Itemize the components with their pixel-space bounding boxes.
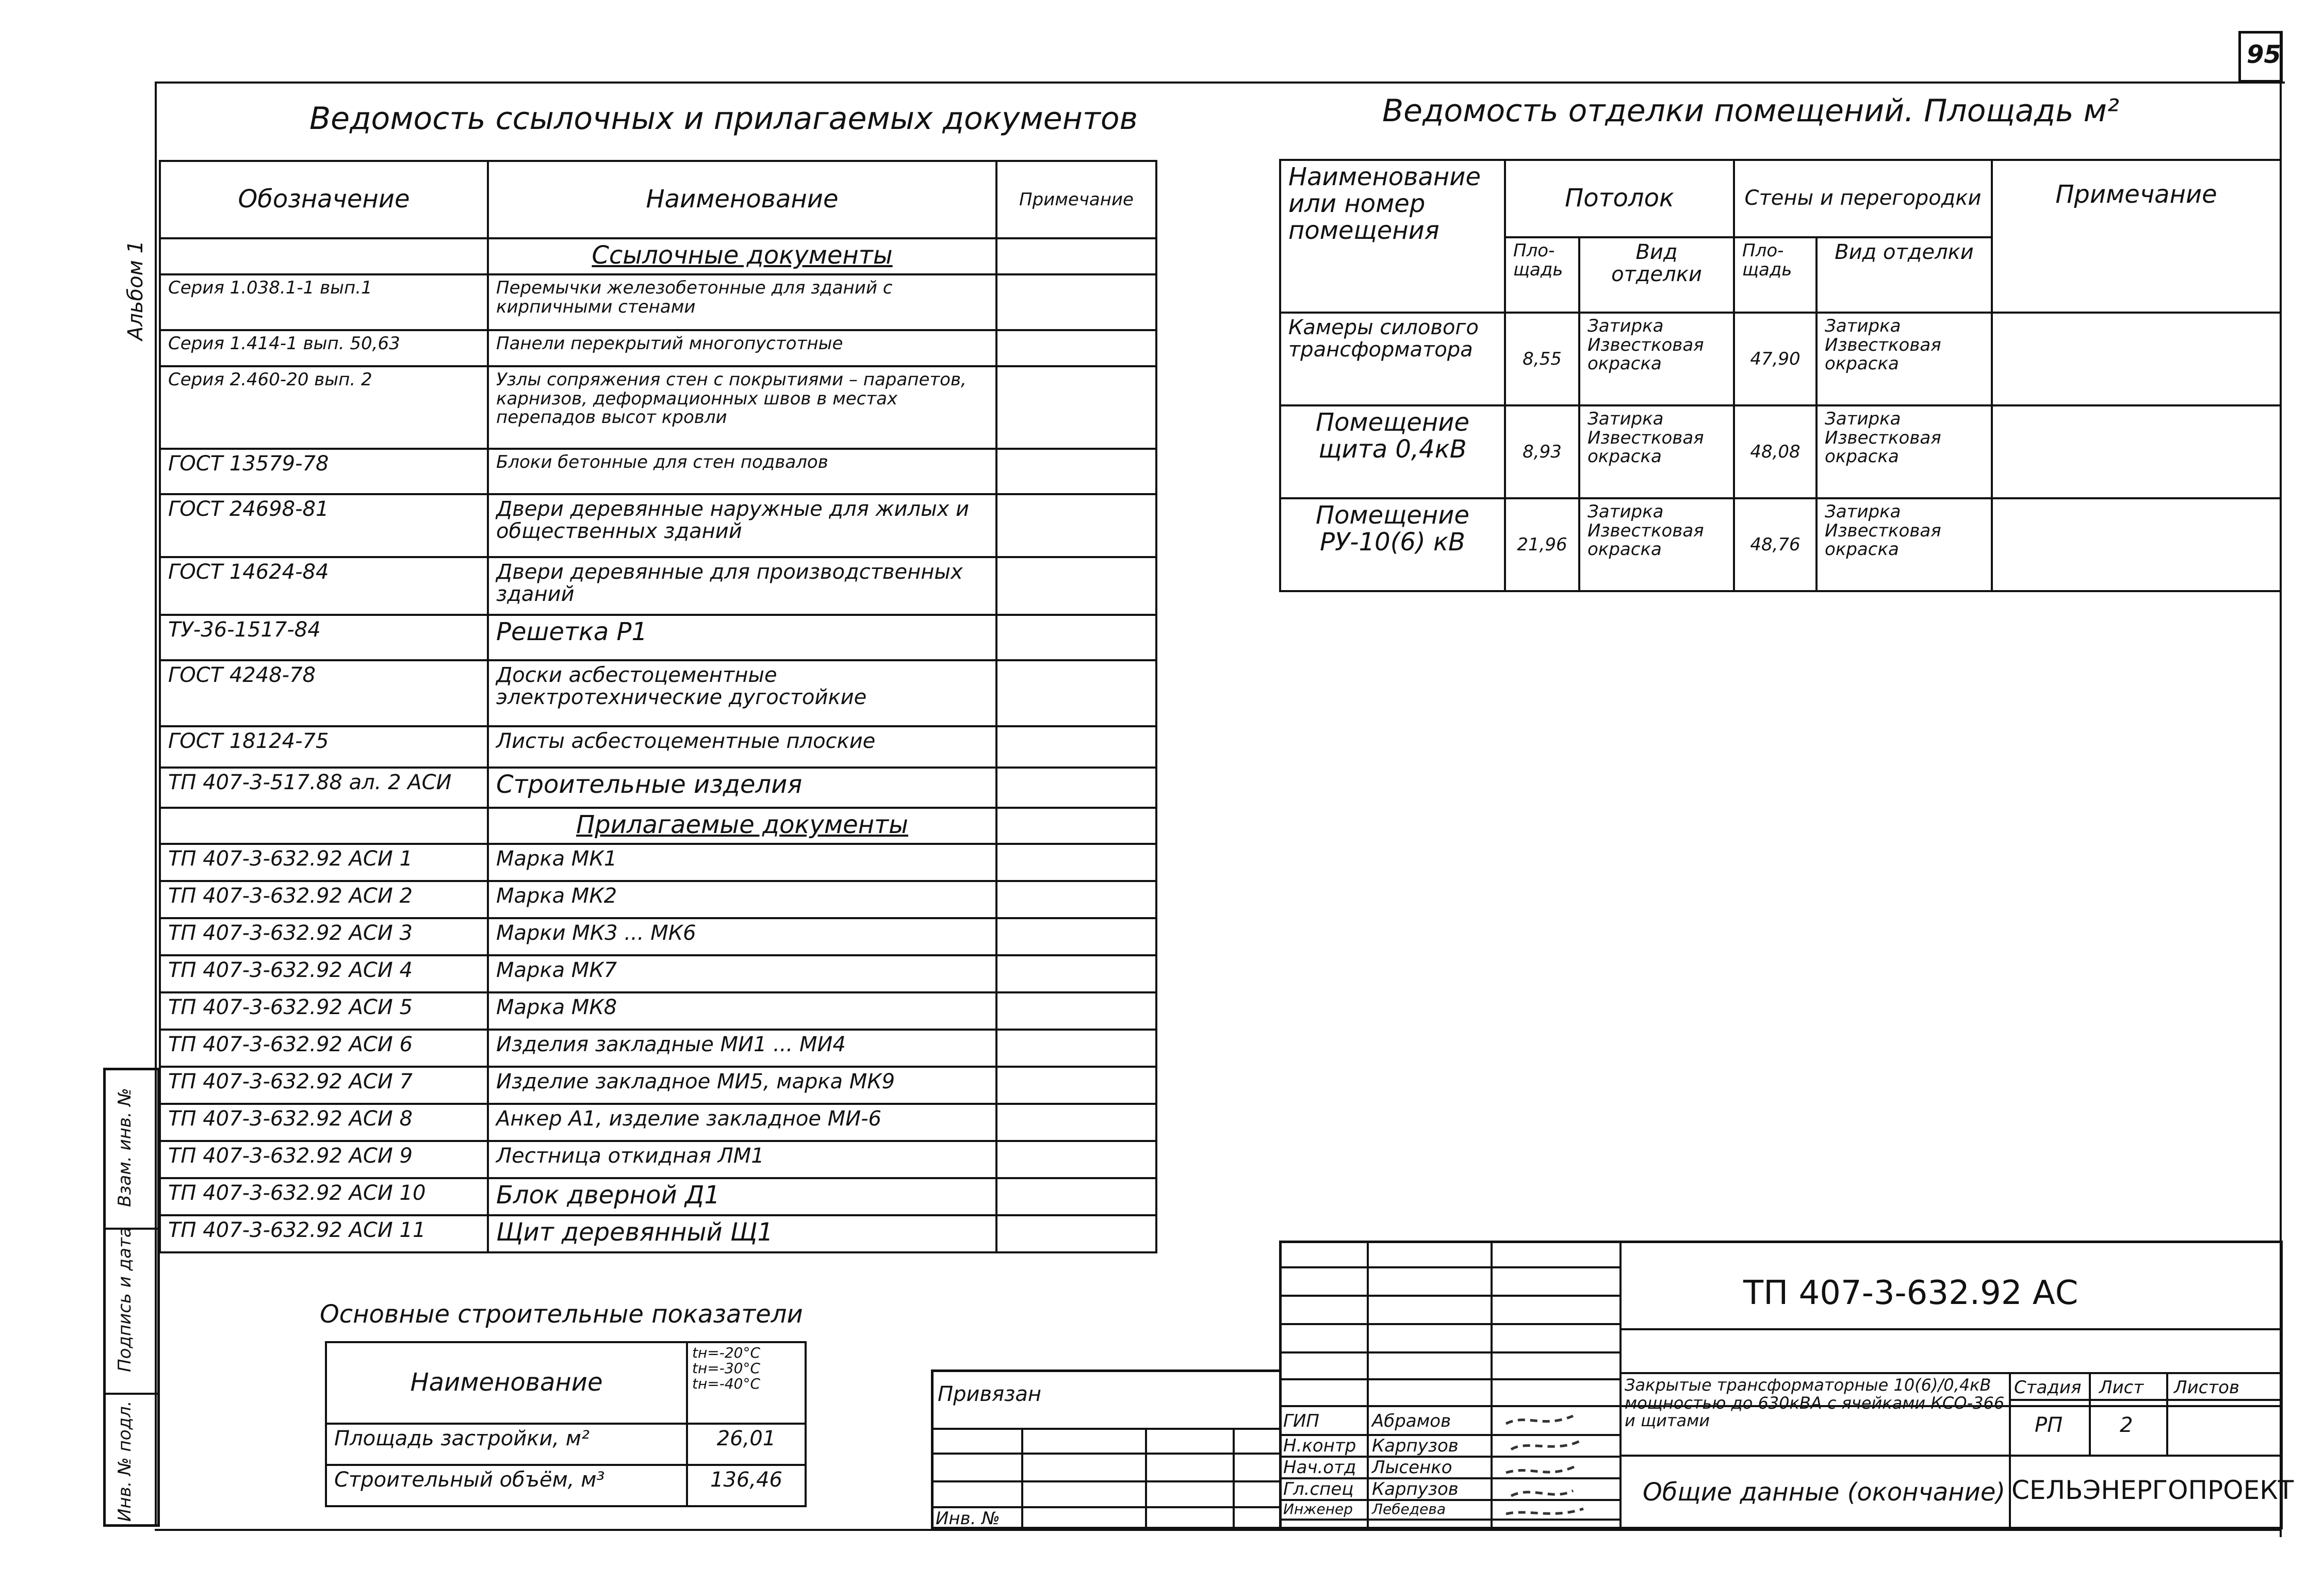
page-number: 95 xyxy=(2247,40,2281,69)
ref-docs-section-empty xyxy=(160,238,488,274)
att-row-name: Марка МК1 xyxy=(488,844,996,881)
finishing-table xyxy=(1279,159,2282,592)
ref-row-name: Строительные изделия xyxy=(488,768,996,808)
indicators-temp-1: tн=-20°С xyxy=(692,1344,761,1361)
tb-row-line xyxy=(1619,1455,2283,1457)
tb-role: Инженер xyxy=(1283,1501,1353,1518)
ref-row-note xyxy=(996,615,1156,660)
att-row-note xyxy=(996,1067,1156,1104)
tb-row-line xyxy=(1279,1323,1619,1325)
att-row-note xyxy=(996,955,1156,992)
ref-row-note xyxy=(996,494,1156,557)
finishing-note xyxy=(1992,498,2281,591)
ref-docs-section-att: Прилагаемые документы xyxy=(488,808,996,844)
finishing-ceiling-finish: Затирка Известковая окраска xyxy=(1579,498,1734,591)
finishing-header-walls: Стены и перегородки xyxy=(1734,160,1992,237)
side-stamp-replace: Взам. инв. № xyxy=(114,1088,135,1207)
album-label: Альбом 1 xyxy=(124,240,148,340)
att-row-code: ТП 407-3-632.92 АСИ 4 xyxy=(160,955,488,992)
tb-sheets-header: Листов xyxy=(2174,1377,2240,1398)
att-row-code: ТП 407-3-632.92 АСИ 5 xyxy=(160,992,488,1030)
att-row-note xyxy=(996,1104,1156,1141)
frame-top-line xyxy=(155,81,2285,84)
ref-row-note xyxy=(996,274,1156,330)
tb-role: Нач.отд xyxy=(1283,1457,1356,1478)
privyazan-col-line xyxy=(1233,1428,1235,1528)
finishing-header-name: Наименование или номер помещения xyxy=(1280,160,1505,313)
indicators-row-value: 136,46 xyxy=(687,1465,806,1506)
tb-role: Гл.спец xyxy=(1283,1479,1354,1499)
tb-row-line xyxy=(1279,1351,1619,1353)
ref-row-code: ГОСТ 18124-75 xyxy=(160,726,488,768)
finishing-note xyxy=(1992,405,2281,498)
privyazan-row-line xyxy=(931,1453,1282,1455)
ref-row-code: ГОСТ 4248-78 xyxy=(160,660,488,726)
tb-row-line xyxy=(1619,1372,2283,1374)
finishing-room: Помещение РУ-10(6) кВ xyxy=(1280,498,1505,591)
att-row-note xyxy=(996,1141,1156,1178)
att-section-note xyxy=(996,808,1156,844)
indicators-row-name: Строительный объём, м³ xyxy=(326,1465,687,1506)
att-section-empty xyxy=(160,808,488,844)
tb-sheet: 2 xyxy=(2120,1413,2133,1437)
finishing-wall-area: 48,08 xyxy=(1734,405,1816,498)
ref-row-code: ТУ-36-1517-84 xyxy=(160,615,488,660)
att-row-code: ТП 407-3-632.92 АСИ 1 xyxy=(160,844,488,881)
ref-docs-header-code: Обозначение xyxy=(160,161,488,238)
ref-row-name: Блоки бетонные для стен подвалов xyxy=(488,449,996,494)
att-row-code: ТП 407-3-632.92 АСИ 11 xyxy=(160,1215,488,1252)
privyazan-inv: Инв. № xyxy=(936,1508,1000,1529)
indicators-temps xyxy=(687,1342,806,1424)
side-stamp-divider-2 xyxy=(103,1393,160,1395)
tb-description: Закрытые трансформаторные 10(6)/0,4кВ мощностью до 630кВА с ячейками КСО-366 и щитами xyxy=(1625,1376,2005,1431)
finishing-ceiling-finish: Затирка Известковая окраска xyxy=(1579,313,1734,405)
tb-row-line xyxy=(1279,1378,1619,1380)
ref-row-name: Двери деревянные для производственных зданий xyxy=(488,557,996,615)
indicators-row-name: Площадь застройки, м² xyxy=(326,1424,687,1465)
att-row-name: Марка МК7 xyxy=(488,955,996,992)
att-row-note xyxy=(996,1178,1156,1215)
ref-row-code: ТП 407-3-517.88 ал. 2 АСИ xyxy=(160,768,488,808)
ref-docs-header-name: Наименование xyxy=(488,161,996,238)
signature-icon xyxy=(1496,1408,1599,1522)
finishing-ceiling-finish: Затирка Известковая окраска xyxy=(1579,405,1734,498)
finishing-ceiling-type-header: Вид отделки xyxy=(1579,237,1734,313)
privyazan-row-line xyxy=(931,1480,1282,1482)
att-row-code: ТП 407-3-632.92 АСИ 8 xyxy=(160,1104,488,1141)
tb-sheet-title: Общие данные (окончание) xyxy=(1643,1478,2006,1507)
att-row-note xyxy=(996,881,1156,918)
indicators-table xyxy=(325,1341,807,1507)
tb-row-line xyxy=(1279,1295,1619,1297)
finishing-ceiling-area: 8,93 xyxy=(1505,405,1579,498)
tb-stage: РП xyxy=(2035,1413,2063,1437)
privyazan-col-line xyxy=(1021,1428,1023,1528)
att-row-name: Марки МК3 ... МК6 xyxy=(488,918,996,955)
tb-row-line xyxy=(1279,1266,1619,1268)
att-row-code: ТП 407-3-632.92 АСИ 9 xyxy=(160,1141,488,1178)
tb-stage-header: Стадия xyxy=(2014,1377,2082,1398)
att-row-name: Марка МК8 xyxy=(488,992,996,1030)
privyazan-label: Привязан xyxy=(938,1382,1042,1406)
tb-col-line xyxy=(1367,1241,1369,1528)
privyazan-col-line xyxy=(1145,1428,1147,1528)
tb-col-line xyxy=(2166,1372,2168,1455)
indicators-temp-3: tн=-40°С xyxy=(692,1375,761,1393)
att-row-note xyxy=(996,1215,1156,1252)
ref-row-name: Листы асбестоцементные плоские xyxy=(488,726,996,768)
tb-name: Лысенко xyxy=(1372,1457,1452,1478)
ref-docs-table xyxy=(159,160,1157,1253)
tb-role: ГИП xyxy=(1283,1411,1319,1431)
ref-row-name: Доски асбестоцементные электротехнические дугостойкие xyxy=(488,660,996,726)
ref-row-code: ГОСТ 14624-84 xyxy=(160,557,488,615)
tb-col-line xyxy=(2009,1372,2011,1528)
side-stamp-inventory: Инв. № подл. xyxy=(114,1400,135,1522)
tb-sheet-header: Лист xyxy=(2099,1377,2144,1398)
ref-row-note xyxy=(996,330,1156,366)
finishing-ceiling-area: 21,96 xyxy=(1505,498,1579,591)
att-row-code: ТП 407-3-632.92 АСИ 3 xyxy=(160,918,488,955)
ref-row-note xyxy=(996,449,1156,494)
ref-row-note xyxy=(996,660,1156,726)
att-row-code: ТП 407-3-632.92 АСИ 6 xyxy=(160,1030,488,1067)
ref-row-name: Панели перекрытий многопустотные xyxy=(488,330,996,366)
finishing-note xyxy=(1992,313,2281,405)
indicators-temp-2: tн=-30°С xyxy=(692,1360,761,1377)
ref-row-note xyxy=(996,366,1156,449)
indicators-header-name: Наименование xyxy=(326,1342,687,1424)
ref-row-note xyxy=(996,768,1156,808)
finishing-wall-type-header: Вид отделки xyxy=(1816,237,1992,313)
att-row-name: Щит деревянный Щ1 xyxy=(488,1215,996,1252)
att-row-code: ТП 407-3-632.92 АСИ 2 xyxy=(160,881,488,918)
indicators-row-value: 26,01 xyxy=(687,1424,806,1465)
side-stamp-signature: Подпись и дата xyxy=(114,1227,135,1372)
finishing-header-ceiling: Потолок xyxy=(1505,160,1734,237)
tb-role: Н.контр xyxy=(1283,1436,1356,1456)
att-row-note xyxy=(996,844,1156,881)
tb-doc-code: ТП 407-3-632.92 АС xyxy=(1743,1274,2078,1312)
tb-row-line xyxy=(1619,1328,2283,1330)
att-row-code: ТП 407-3-632.92 АСИ 7 xyxy=(160,1067,488,1104)
ref-row-name: Решетка Р1 xyxy=(488,615,996,660)
signature-scribble xyxy=(1506,1416,1583,1514)
finishing-ceiling-area-header: Пло- щадь xyxy=(1505,237,1579,313)
ref-docs-section-note xyxy=(996,238,1156,274)
ref-docs-section-ref: Ссылочные документы xyxy=(488,238,996,274)
finishing-wall-area: 47,90 xyxy=(1734,313,1816,405)
tb-row-line xyxy=(2009,1399,2283,1401)
finishing-title: Ведомость отделки помещений. Площадь м² xyxy=(1382,93,2119,129)
att-row-note xyxy=(996,1030,1156,1067)
tb-name: Абрамов xyxy=(1372,1411,1451,1431)
finishing-room: Помещение щита 0,4кВ xyxy=(1280,405,1505,498)
att-row-name: Марка МК2 xyxy=(488,881,996,918)
tb-name: Карпузов xyxy=(1372,1479,1459,1499)
att-row-name: Лестница откидная ЛМ1 xyxy=(488,1141,996,1178)
tb-col-line xyxy=(1619,1241,1622,1528)
ref-row-code: ГОСТ 13579-78 xyxy=(160,449,488,494)
ref-docs-title: Ведомость ссылочных и прилагаемых документов xyxy=(309,101,1138,137)
finishing-wall-area-header: Пло- щадь xyxy=(1734,237,1816,313)
finishing-room: Камеры силового трансформатора xyxy=(1280,313,1505,405)
ref-row-name: Двери деревянные наружные для жилых и общественных зданий xyxy=(488,494,996,557)
tb-name: Карпузов xyxy=(1372,1436,1459,1456)
att-row-name: Изделие закладное МИ5, марка МК9 xyxy=(488,1067,996,1104)
ref-row-code: Серия 1.038.1-1 вып.1 xyxy=(160,274,488,330)
finishing-ceiling-area: 8,55 xyxy=(1505,313,1579,405)
ref-row-note xyxy=(996,557,1156,615)
finishing-wall-finish: Затирка Известковая окраска xyxy=(1816,498,1992,591)
ref-row-note xyxy=(996,726,1156,768)
att-row-note xyxy=(996,918,1156,955)
indicators-title: Основные строительные показатели xyxy=(320,1300,803,1329)
tb-col-line xyxy=(2089,1372,2091,1455)
ref-row-code: ГОСТ 24698-81 xyxy=(160,494,488,557)
att-row-name: Изделия закладные МИ1 ... МИ4 xyxy=(488,1030,996,1067)
finishing-wall-finish: Затирка Известковая окраска xyxy=(1816,405,1992,498)
tb-name: Лебедева xyxy=(1372,1501,1446,1518)
ref-docs-header-note: Примечание xyxy=(996,161,1156,238)
finishing-wall-finish: Затирка Известковая окраска xyxy=(1816,313,1992,405)
ref-row-code: Серия 2.460-20 вып. 2 xyxy=(160,366,488,449)
tb-org: СЕЛЬЭНЕРГОПРОЕКТ xyxy=(2011,1475,2294,1505)
att-row-name: Блок дверной Д1 xyxy=(488,1178,996,1215)
ref-row-name: Узлы сопряжения стен с покрытиями – парапетов, карнизов, деформационных швов в местах перепадов высот кровли xyxy=(488,366,996,449)
att-row-name: Анкер А1, изделие закладное МИ-6 xyxy=(488,1104,996,1141)
finishing-header-note: Примечание xyxy=(1992,160,2281,313)
ref-row-name: Перемычки железобетонные для зданий с кирпичными стенами xyxy=(488,274,996,330)
att-row-note xyxy=(996,992,1156,1030)
tb-col-line xyxy=(1491,1241,1493,1528)
privyazan-row-line xyxy=(931,1428,1282,1430)
ref-row-code: Серия 1.414-1 вып. 50,63 xyxy=(160,330,488,366)
att-row-code: ТП 407-3-632.92 АСИ 10 xyxy=(160,1178,488,1215)
finishing-wall-area: 48,76 xyxy=(1734,498,1816,591)
